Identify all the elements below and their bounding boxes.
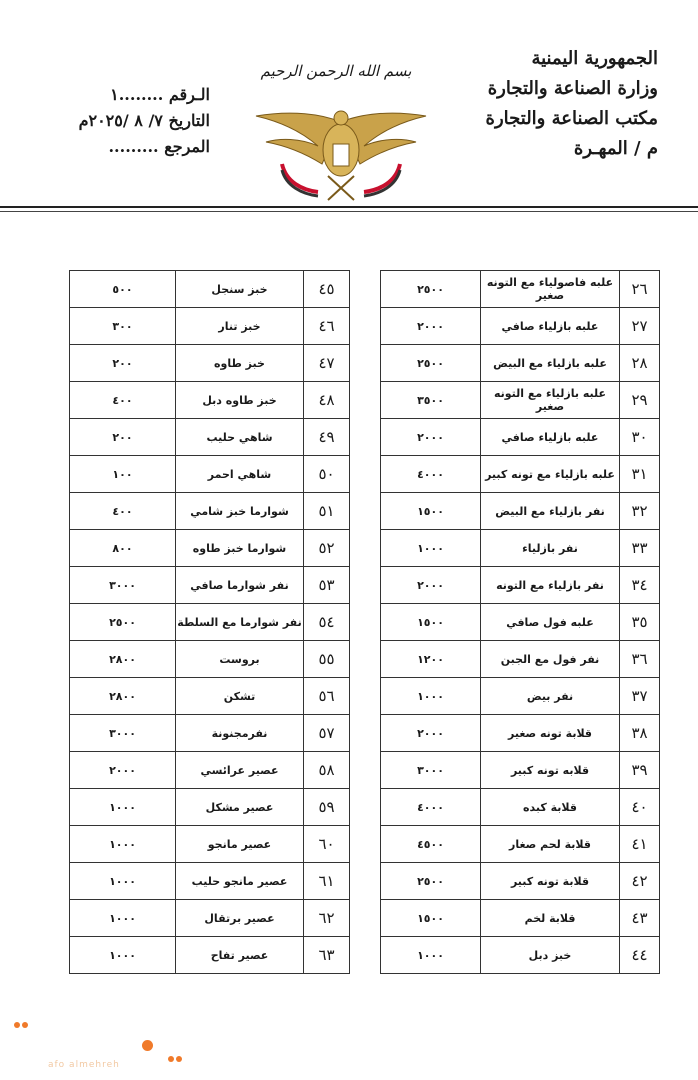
item-price: ٣٠٠٠ [381,752,481,789]
item-price: ٤٠٠ [70,493,176,530]
item-number: ٣٧ [620,678,660,715]
table-row [381,345,660,382]
item-price: ٢٠٠٠ [381,567,481,604]
item-number: ٢٩ [620,382,660,419]
item-number: ٤٥ [304,271,350,308]
document-number: الـرقم ........١ [110,85,210,104]
item-number: ٥٣ [304,567,350,604]
item-number: ٢٨ [620,345,660,382]
decor-dot [14,1022,20,1028]
item-price: ٢٨٠٠ [70,678,176,715]
governorate-name: م / المهـرة [573,138,658,159]
item-number: ٦٢ [304,900,350,937]
item-price: ١٠٠٠ [70,826,176,863]
item-number: ٣٣ [620,530,660,567]
item-price: ٣٥٠٠ [381,382,481,419]
item-price: ٢٠٠٠ [381,308,481,345]
table-row [70,752,350,789]
item-number: ٥١ [304,493,350,530]
table-row [381,308,660,345]
item-number: ٣٠ [620,419,660,456]
item-price: ٨٠٠ [70,530,176,567]
item-price: ٣٠٠ [70,308,176,345]
item-name: نفر فول مع الجبن [481,641,620,678]
item-price: ٢٠٠ [70,345,176,382]
table-row [70,678,350,715]
table-row [381,937,660,974]
item-number: ٣٤ [620,567,660,604]
table-row [70,419,350,456]
table-row [381,493,660,530]
item-name: تشكن [176,678,304,715]
item-number: ٤١ [620,826,660,863]
item-number: ٥٢ [304,530,350,567]
item-price: ١٠٠٠ [381,530,481,567]
item-name: شوارما خبز شامي [176,493,304,530]
item-name: خبز طاوه [176,345,304,382]
item-name: عصير تفاح [176,937,304,974]
item-price: ٢٠٠٠ [70,752,176,789]
item-name: نفر بازلياء مع التونه [481,567,620,604]
item-price: ٢٠٠٠ [381,715,481,752]
table-row [70,641,350,678]
item-number: ٤٧ [304,345,350,382]
item-name: عصير برتقال [176,900,304,937]
item-name: قلابة كبده [481,789,620,826]
item-name: قلابة تونه صغير [481,715,620,752]
item-price: ١٠٠٠ [381,937,481,974]
item-price: ٢٥٠٠ [381,345,481,382]
item-name: علبه بازلياء مع البيض [481,345,620,382]
item-number: ٤٢ [620,863,660,900]
item-name: بروست [176,641,304,678]
item-price: ٤٠٠٠ [381,456,481,493]
table-row [70,456,350,493]
item-name: عصير مانجو [176,826,304,863]
item-price: ١٠٠٠ [70,900,176,937]
item-name: علبه فول صافي [481,604,620,641]
item-number: ٣١ [620,456,660,493]
item-number: ٥٩ [304,789,350,826]
table-row [381,567,660,604]
office-name: مكتب الصناعة والتجارة [485,108,658,129]
table-row [70,715,350,752]
item-name: علبه بازلياء مع التونه صغير [481,382,620,419]
republic-name: الجمهورية اليمنية [531,48,658,69]
table-row [70,826,350,863]
item-number: ٣٦ [620,641,660,678]
item-name: خبز تنار [176,308,304,345]
table-row [70,271,350,308]
table-row [381,789,660,826]
document-reference-block [40,82,210,160]
item-price: ٤٥٠٠ [381,826,481,863]
item-price: ٣٠٠٠ [70,567,176,604]
price-table-left [69,270,350,974]
item-name: نفر بازلياء [481,530,620,567]
table-row [70,493,350,530]
table-row [70,789,350,826]
table-row [381,604,660,641]
item-name: علبه بازلياء مع تونه كبير [481,456,620,493]
item-name: نفرمجنونة [176,715,304,752]
item-number: ٤٤ [620,937,660,974]
item-number: ٣٢ [620,493,660,530]
price-table-right [380,270,660,974]
table-row [381,678,660,715]
item-name: عصير مشكل [176,789,304,826]
item-number: ٤٨ [304,382,350,419]
table-row [381,530,660,567]
item-name: نفر شوارما مع السلطة [176,604,304,641]
table-row [381,752,660,789]
decor-dot [142,1040,153,1051]
item-number: ٣٩ [620,752,660,789]
item-number: ٥٤ [304,604,350,641]
item-price: ٥٠٠ [70,271,176,308]
table-row [70,382,350,419]
table-row [381,641,660,678]
item-price: ١٢٠٠ [381,641,481,678]
item-number: ٦١ [304,863,350,900]
item-price: ١٠٠٠ [70,789,176,826]
item-name: خبز طاوه دبل [176,382,304,419]
item-price: ٢٥٠٠ [381,271,481,308]
item-price: ٢٥٠٠ [381,863,481,900]
item-number: ٥٦ [304,678,350,715]
table-row [381,456,660,493]
watermark: afo almehreh [48,1060,120,1070]
item-price: ٢٥٠٠ [70,604,176,641]
basmala: بسم الله الرحمن الرحيم [260,62,412,80]
ministry-name: وزارة الصناعة والتجارة [487,78,658,99]
item-name: قلابة لخم [481,900,620,937]
table-row [70,345,350,382]
item-name: خبز دبل [481,937,620,974]
item-name: شاهي احمر [176,456,304,493]
item-name: خبز سنجل [176,271,304,308]
item-price: ٤٠٠ [70,382,176,419]
item-price: ١٠٠٠ [70,937,176,974]
item-name: نفر بيض [481,678,620,715]
table-row [381,900,660,937]
item-price: ١٠٠٠ [381,678,481,715]
table-row [70,863,350,900]
item-price: ١٥٠٠ [381,604,481,641]
item-number: ٢٦ [620,271,660,308]
item-number: ٣٨ [620,715,660,752]
document-date: التاريخ ٧/ ٨ /٢٠٢٥م [78,111,210,130]
item-name: شوارما خبز طاوه [176,530,304,567]
table-row [70,530,350,567]
header-divider [0,206,698,208]
item-name: عصير عرائسي [176,752,304,789]
decor-dot [176,1056,182,1062]
item-number: ٥٥ [304,641,350,678]
item-number: ٥٠ [304,456,350,493]
table-row [381,419,660,456]
table-row [70,308,350,345]
item-number: ٥٧ [304,715,350,752]
item-price: ٢٨٠٠ [70,641,176,678]
item-price: ٢٠٠٠ [381,419,481,456]
item-number: ٥٨ [304,752,350,789]
table-row [70,604,350,641]
table-row [381,826,660,863]
item-price: ١٥٠٠ [381,493,481,530]
item-number: ٤٦ [304,308,350,345]
item-number: ٤٠ [620,789,660,826]
item-name: نفر شوارما صافي [176,567,304,604]
item-price: ١٠٠ [70,456,176,493]
item-name: قلابه تونه كبير [481,752,620,789]
item-number: ٤٩ [304,419,350,456]
ministry-header [438,44,658,164]
item-price: ٣٠٠٠ [70,715,176,752]
table-row [381,863,660,900]
item-price: ٤٠٠٠ [381,789,481,826]
item-number: ٣٥ [620,604,660,641]
item-price: ٢٠٠ [70,419,176,456]
item-number: ٤٣ [620,900,660,937]
item-name: علبه بازلياء صافي [481,308,620,345]
item-name: عصير مانجو حليب [176,863,304,900]
table-row [381,271,660,308]
item-name: علبه فاصولياء مع التونه صغير [481,271,620,308]
table-row [381,382,660,419]
yemen-eagle-emblem [252,92,430,204]
item-name: نفر بازلياء مع البيض [481,493,620,530]
item-number: ٢٧ [620,308,660,345]
table-row [70,567,350,604]
decor-dot [22,1022,28,1028]
item-name: قلابة لحم صغار [481,826,620,863]
item-price: ١٥٠٠ [381,900,481,937]
document-reference: المرجع ......... [108,137,210,156]
item-name: قلابة تونه كبير [481,863,620,900]
table-row [381,715,660,752]
decor-dot [168,1056,174,1062]
item-number: ٦٠ [304,826,350,863]
table-row [70,900,350,937]
item-price: ١٠٠٠ [70,863,176,900]
item-name: شاهي حليب [176,419,304,456]
header-divider-thin [0,211,698,212]
item-number: ٦٣ [304,937,350,974]
table-row [70,937,350,974]
item-name: علبه بازلياء صافي [481,419,620,456]
